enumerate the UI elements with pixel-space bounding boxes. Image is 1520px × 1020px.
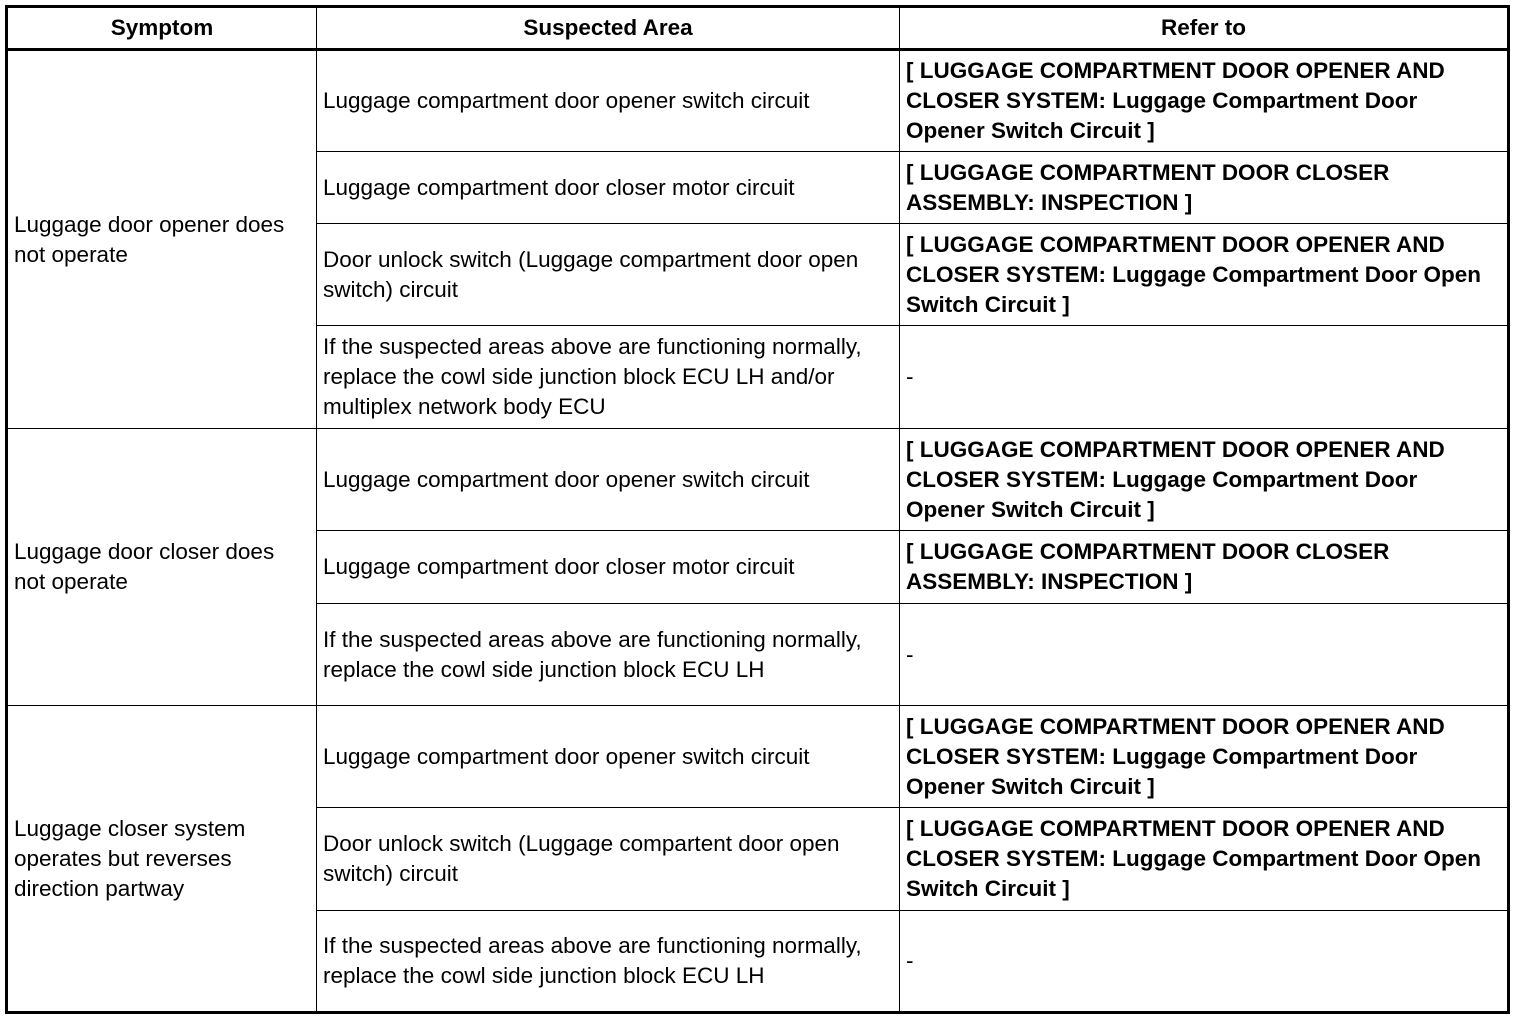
suspected-area-cell: Luggage compartment door closer motor circuit — [317, 531, 900, 604]
suspected-area-cell: If the suspected areas above are functioning normally, replace the cowl side junction block ECU LH and/or multiplex network body ECU — [317, 326, 900, 429]
table-row — [7, 50, 1509, 152]
table-header — [7, 7, 1509, 50]
suspected-area-cell: Luggage compartment door opener switch circuit — [317, 706, 900, 808]
header-symptom: Symptom — [7, 7, 317, 50]
suspected-area-cell: Luggage compartment door closer motor circuit — [317, 152, 900, 224]
table-row — [7, 706, 1509, 808]
header-refer-to: Refer to — [900, 7, 1509, 50]
suspected-area-cell: Door unlock switch (Luggage compartent door open switch) circuit — [317, 808, 900, 911]
header-suspected-area: Suspected Area — [317, 7, 900, 50]
refer-to-cell: [ LUGGAGE COMPARTMENT DOOR OPENER AND CLOSER SYSTEM: Luggage Compartment Door Opener Switch Circuit ] — [900, 706, 1509, 808]
refer-to-cell: - — [900, 604, 1509, 706]
suspected-area-cell: If the suspected areas above are functioning normally, replace the cowl side junction block ECU LH — [317, 911, 900, 1013]
refer-to-cell: [ LUGGAGE COMPARTMENT DOOR OPENER AND CLOSER SYSTEM: Luggage Compartment Door Open Switch Circuit ] — [900, 808, 1509, 911]
symptom-cell: Luggage door closer does not operate — [7, 429, 317, 706]
symptom-cell: Luggage closer system operates but reverses direction partway — [7, 706, 317, 1013]
suspected-area-cell: Door unlock switch (Luggage compartment door open switch) circuit — [317, 224, 900, 326]
table-body — [7, 50, 1509, 1013]
symptom-table — [5, 5, 1510, 1014]
symptom-cell: Luggage door opener does not operate — [7, 50, 317, 429]
suspected-area-cell: Luggage compartment door opener switch circuit — [317, 429, 900, 531]
suspected-area-cell: Luggage compartment door opener switch circuit — [317, 50, 900, 152]
refer-to-cell: [ LUGGAGE COMPARTMENT DOOR OPENER AND CLOSER SYSTEM: Luggage Compartment Door Opener Switch Circuit ] — [900, 50, 1509, 152]
refer-to-cell: [ LUGGAGE COMPARTMENT DOOR CLOSER ASSEMBLY: INSPECTION ] — [900, 531, 1509, 604]
refer-to-cell: - — [900, 911, 1509, 1013]
refer-to-cell: [ LUGGAGE COMPARTMENT DOOR OPENER AND CLOSER SYSTEM: Luggage Compartment Door Opener Switch Circuit ] — [900, 429, 1509, 531]
table-row — [7, 429, 1509, 531]
refer-to-cell: [ LUGGAGE COMPARTMENT DOOR OPENER AND CLOSER SYSTEM: Luggage Compartment Door Open Switch Circuit ] — [900, 224, 1509, 326]
refer-to-cell: [ LUGGAGE COMPARTMENT DOOR CLOSER ASSEMBLY: INSPECTION ] — [900, 152, 1509, 224]
suspected-area-cell: If the suspected areas above are functioning normally, replace the cowl side junction block ECU LH — [317, 604, 900, 706]
refer-to-cell: - — [900, 326, 1509, 429]
header-row — [7, 7, 1509, 50]
